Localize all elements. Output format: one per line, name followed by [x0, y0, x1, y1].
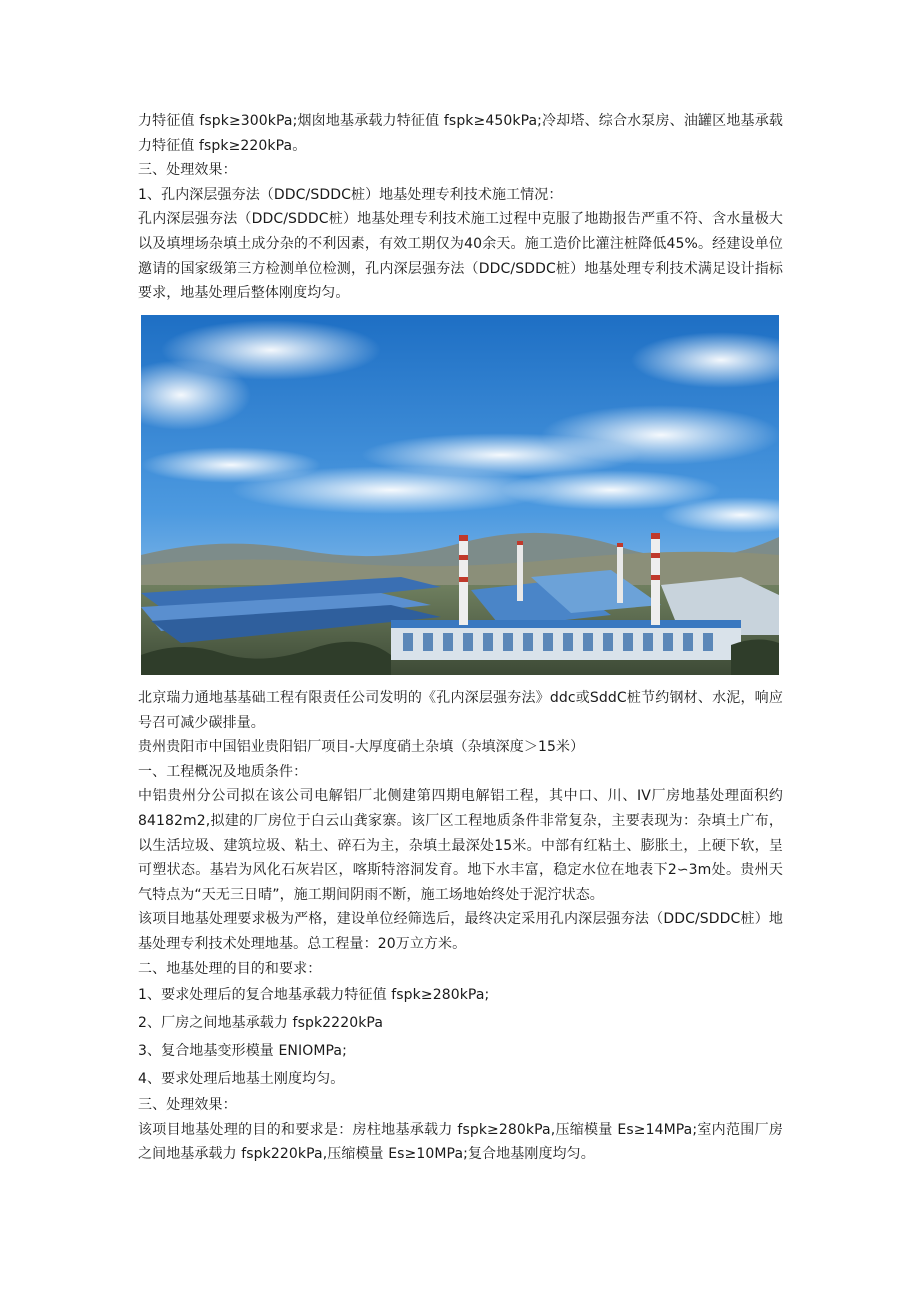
photo-caption: 北京瑞力通地基基础工程有限责任公司发明的《孔内深层强夯法》ddc或SddC桩节约钢材、水泥，响应号召可减少碳排量。 — [138, 690, 783, 731]
heading-purpose: 二、地基处理的目的和要求： — [138, 960, 322, 977]
paragraph-requirements-intro: 该项目地基处理要求极为严格，建设单位经筛选后，最终决定采用孔内深层强夯法（DDC/SDDC桩）地基处理专利技术处理地基。总工程量：20万立方米。 — [138, 911, 783, 952]
list-item: 2、厂房之间地基承载力 fspk2220kPa — [138, 1015, 384, 1032]
bottom-text-section — [138, 686, 783, 1167]
paragraph-overview: 中铝贵州分公司拟在该公司电解铝厂北侧建第四期电解铝工程，其中口、川、IV厂房地基处理面积约84182m2,拟建的厂房位于白云山龚家寨。该厂区工程地质条件非常复杂，主要表现为：杂填土广布，以生活垃圾、建筑垃圾、粘土、碎石为主，杂填土最深处15米。中部有红粘土、膨胀土，上硬下软，呈可塑状态。基岩为风化石灰岩区，喀斯特溶洞发育。地下水丰富，稳定水位在地表下2∽3m处。贵州天气特点为“天无三日晴”，施工期间阴雨不断，施工场地始终处于泥泞状态。 — [138, 788, 783, 903]
list-item: 4、要求处理后地基土刚度均匀。 — [138, 1071, 345, 1088]
industrial-plant-photo — [141, 315, 779, 675]
subheading-construction: 1、孔内深层强夯法（DDC/SDDC桩）地基处理专利技术施工情况： — [138, 186, 563, 203]
list-item: 3、复合地基变形模量 ENIOMPa; — [138, 1043, 347, 1060]
heading-processing-effect: 三、处理效果： — [138, 162, 237, 179]
paragraph-effect: 该项目地基处理的目的和要求是：房柱地基承载力 fspk≥280kPa,压缩模量 Es≥14MPa;室内范围厂房之间地基承载力 fspk220kPa,压缩模量 Es≥10MPa;复合地基刚度均匀。 — [138, 1121, 783, 1163]
heading-processing-effect-2: 三、处理效果： — [138, 1097, 237, 1114]
list-item: 1、要求处理后的复合地基承载力特征值 fspk≥280kPa; — [138, 987, 490, 1004]
project-title: 贵州贵阳市中国铝业贵阳铝厂项目-大厚度硝土杂填（杂填深度＞15米） — [138, 739, 585, 756]
heading-overview: 一、工程概况及地质条件： — [138, 763, 308, 780]
paragraph-construction: 孔内深层强夯法（DDC/SDDC桩）地基处理专利技术施工过程中克服了地勘报告严重不符、含水量极大以及填埋场杂填土成分杂的不利因素，有效工期仅为40余天。施工造价比灌注桩降低45%。经建设单位邀请的国家级第三方检测单位检测，孔内深层强夯法（DDC/SDDC桩）地基处理专利技术满足设计指标要求，地基处理后整体刚度均匀。 — [138, 211, 783, 302]
paragraph-bearing-values: 力特征值 fspk≥300kPa;烟囱地基承载力特征值 fspk≥450kPa;冷却塔、综合水泵房、油罐区地基承载力特征值 fspk≥220kPa。 — [138, 113, 783, 154]
top-text-section — [138, 109, 783, 306]
